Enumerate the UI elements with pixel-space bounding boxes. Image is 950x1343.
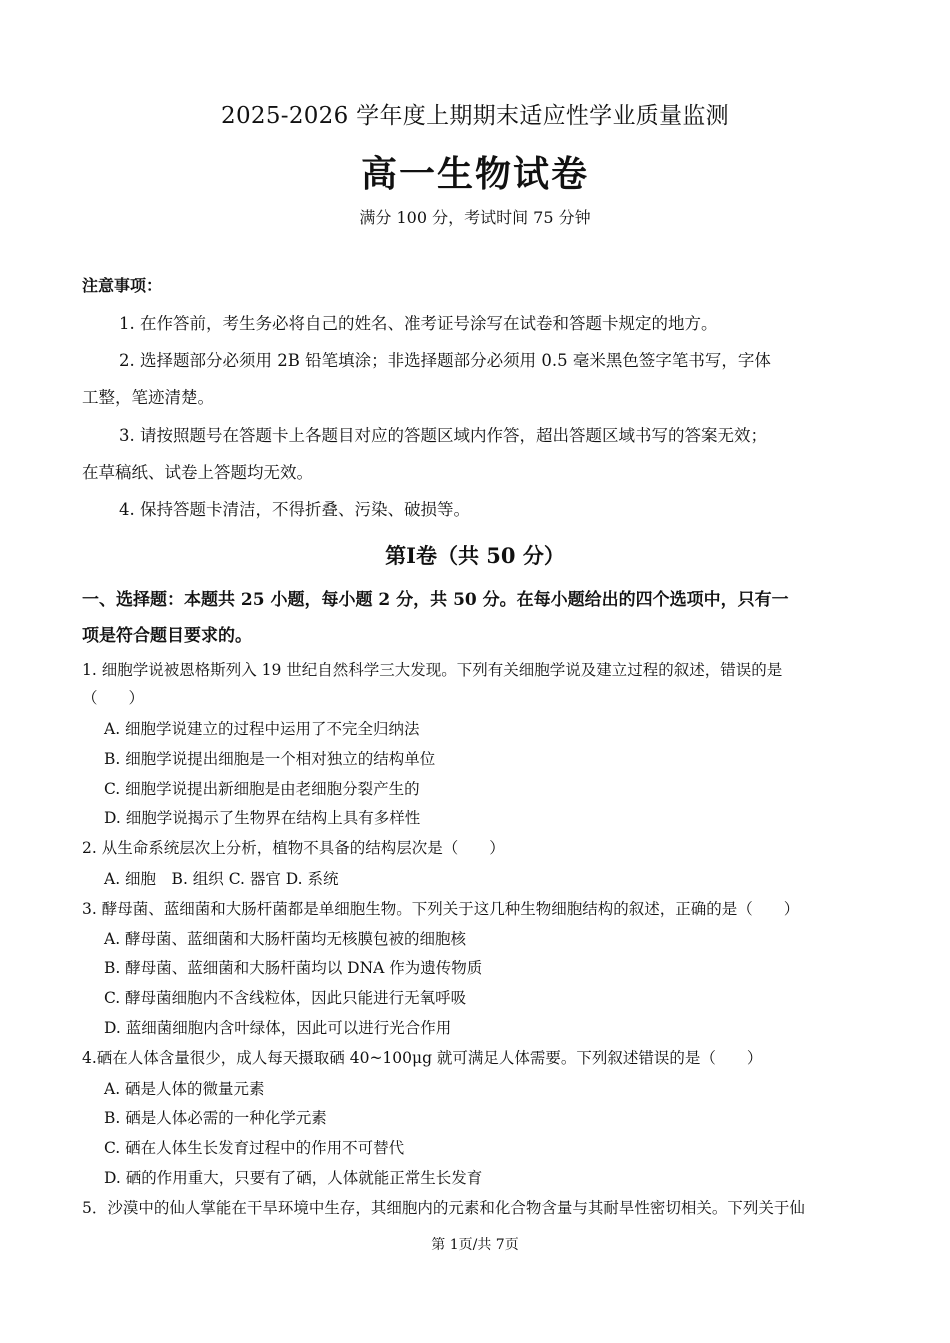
- question-1-stem: 1. 细胞学说被恩格斯列入 19 世纪自然科学三大发现。下列有关细胞学说及建立过程的叙述，错误的是: [82, 661, 783, 679]
- question-4-option-d: D. 硒的作用重大，只要有了硒，人体就能正常生长发育: [104, 1169, 483, 1187]
- question-5-stem: 5．沙漠中的仙人掌能在干旱环境中生存，其细胞内的元素和化合物含量与其耐旱性密切相关。下列关于仙: [82, 1199, 805, 1217]
- notice-item-continued: 在草稿纸、试卷上答题均无效。: [82, 463, 313, 482]
- exam-info: 满分 100 分，考试时间 75 分钟: [359, 208, 591, 227]
- exam-title: 高一生物试卷: [360, 153, 589, 195]
- notice-item: 1. 在作答前，考生务必将自己的姓名、准考证号涂写在试卷和答题卡规定的地方。: [119, 314, 718, 333]
- notice-title: 注意事项：: [82, 276, 163, 295]
- question-1-option-d: D. 细胞学说揭示了生物界在结构上具有多样性: [104, 809, 421, 827]
- notice-item-continued: 工整，笔迹清楚。: [82, 388, 214, 407]
- question-1-bracket: （ ）: [82, 689, 145, 707]
- question-3-option-c: C. 酵母菌细胞内不含线粒体，因此只能进行无氧呼吸: [104, 989, 467, 1007]
- question-3-option-a: A. 酵母菌、蓝细菌和大肠杆菌均无核膜包被的细胞核: [104, 930, 467, 948]
- part-instructions: 一、选择题：本题共 25 小题，每小题 2 分，共 50 分。在每小题给出的四个选项中，只有一: [82, 590, 789, 610]
- exam-period-heading: 2025-2026 学年度上期期末适应性学业质量监测: [221, 103, 729, 129]
- section-title: 第Ⅰ卷（共 50 分）: [385, 543, 565, 568]
- question-4-option-c: C. 硒在人体生长发育过程中的作用不可替代: [104, 1139, 405, 1157]
- question-4-option-a: A. 硒是人体的微量元素: [104, 1080, 265, 1098]
- question-1-option-b: B. 细胞学说提出细胞是一个相对独立的结构单位: [104, 750, 436, 768]
- page-number: 第 1页/共 7页: [431, 1237, 519, 1253]
- question-1-option-c: C. 细胞学说提出新细胞是由老细胞分裂产生的: [104, 780, 420, 798]
- notice-item: 2. 选择题部分必须用 2B 铅笔填涂；非选择题部分必须用 0.5 毫米黑色签字笔书写，字体: [119, 351, 771, 370]
- question-4-stem: 4.硒在人体含量很少，成人每天摄取硒 40~100μg 就可满足人体需要。下列叙述错误的是（ ）: [82, 1049, 763, 1067]
- question-4-option-b: B. 硒是人体必需的一种化学元素: [104, 1109, 327, 1127]
- question-2-options: A. 细胞 B. 组织 C. 器官 D. 系统: [104, 870, 339, 888]
- question-2-stem: 2. 从生命系统层次上分析，植物不具备的结构层次是（ ）: [82, 839, 505, 857]
- question-1-option-a: A. 细胞学说建立的过程中运用了不完全归纳法: [104, 720, 420, 738]
- notice-item: 4. 保持答题卡清洁，不得折叠、污染、破损等。: [119, 500, 470, 519]
- question-3-option-b: B. 酵母菌、蓝细菌和大肠杆菌均以 DNA 作为遗传物质: [104, 959, 483, 977]
- notice-item: 3. 请按照题号在答题卡上各题目对应的答题区域内作答，超出答题区域书写的答案无效；: [119, 426, 767, 445]
- question-3-stem: 3. 酵母菌、蓝细菌和大肠杆菌都是单细胞生物。下列关于这几种生物细胞结构的叙述，正确的是（ ）: [82, 900, 800, 918]
- part-instructions-continued: 项是符合题目要求的。: [82, 626, 252, 646]
- question-3-option-d: D. 蓝细菌细胞内含叶绿体，因此可以进行光合作用: [104, 1019, 452, 1037]
